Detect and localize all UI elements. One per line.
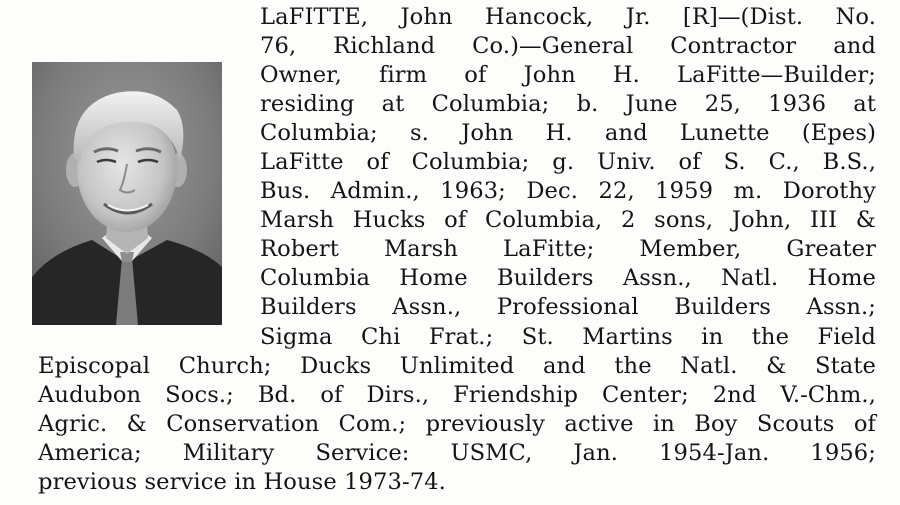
entry-line: Audubon Socs.; Bd. of Dirs., Friendship Center; 2nd V.-Chm., bbox=[38, 381, 876, 408]
entry-line: Episcopal Church; Ducks Unlimited and the Natl. & State bbox=[38, 352, 876, 379]
entry-line: Agric. & Conservation Com.; previously active in Boy Scouts of bbox=[38, 410, 876, 437]
entry-line: Bus. Admin., 1963; Dec. 22, 1959 m. Dorothy bbox=[260, 178, 876, 205]
entry-line: Owner, firm of John H. LaFitte—Builder; bbox=[260, 62, 876, 89]
entry-line: previous service in House 1973-74. bbox=[38, 468, 446, 495]
entry-line: Sigma Chi Frat.; St. Martins in the Field bbox=[260, 323, 876, 350]
biography-entry bbox=[38, 3, 876, 497]
entry-line: Columbia; s. John H. and Lunette (Epes) bbox=[260, 120, 876, 147]
entry-line: Robert Marsh LaFitte; Member, Greater bbox=[260, 236, 876, 263]
entry-line: residing at Columbia; b. June 25, 1936 at bbox=[260, 91, 876, 118]
entry-line: Columbia Home Builders Assn., Natl. Home bbox=[260, 265, 876, 292]
entry-line: 76, Richland Co.)—General Contractor and bbox=[260, 33, 876, 60]
entry-line: LaFitte of Columbia; g. Univ. of S. C., B.S., bbox=[260, 149, 876, 176]
entry-line: America; Military Service: USMC, Jan. 1954-Jan. 1956; bbox=[38, 439, 876, 466]
entry-line: Marsh Hucks of Columbia, 2 sons, John, III & bbox=[260, 207, 876, 234]
entry-line: Builders Assn., Professional Builders Assn.; bbox=[260, 294, 876, 321]
entry-line: LaFITTE, John Hancock, Jr. [R]—(Dist. No. bbox=[260, 4, 876, 30]
